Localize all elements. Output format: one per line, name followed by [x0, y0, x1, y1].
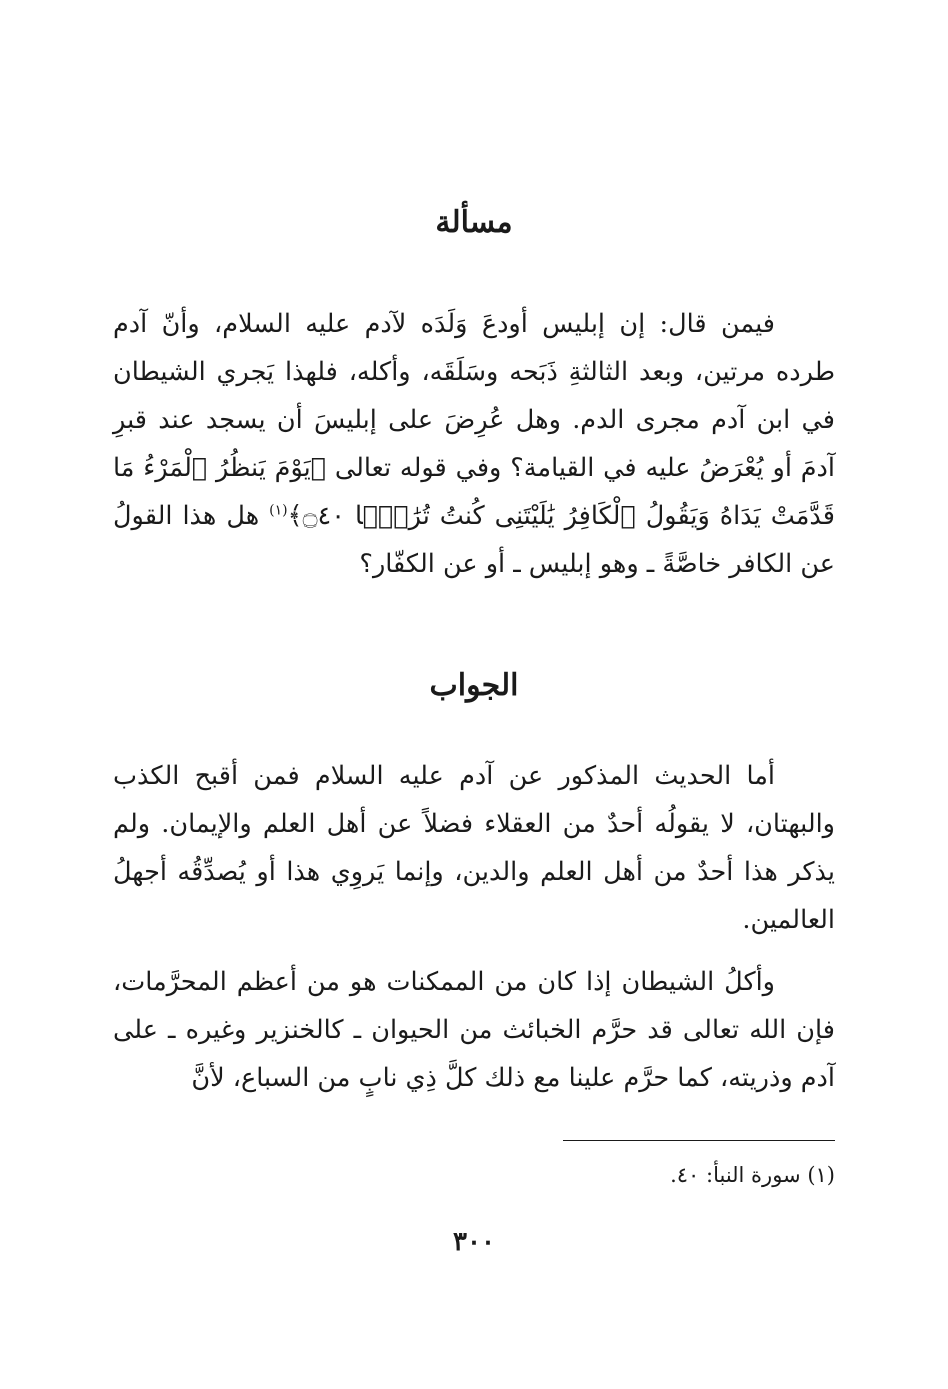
question-text-continued: هل هذا القولُ عن الكافر خاصَّةً ـ وهو إبليس ـ أو عن الكفّار؟: [113, 501, 835, 579]
answer-heading: الجواب: [429, 668, 519, 703]
question-paragraph: [113, 300, 835, 588]
footnote-divider: [563, 1140, 835, 1141]
footnote-reference: (١): [269, 502, 288, 519]
answer-paragraph-2: وأكلُ الشيطان إذا كان من الممكنات هو من أعظم المحرَّمات، فإن الله تعالى قد حرَّم الخبائث من الحيوان ـ كالخنزير وغيره ـ على آدم وذريته، كما حرَّم علينا مع ذلك كلَّ ذِي نابٍ من السباع، لأنَّ: [113, 967, 835, 1093]
question-heading: مسألة: [435, 205, 513, 240]
question-text: فيمن قال: إن إبليس أودعَ وَلَدَه لآدم عليه السلام، وأنّ آدم طرده مرتين، وبعد الثالثةِ ذَبَحه وسَلَقَه، وأكله، فلهذا يَجري الشيطان في ابن آدم مجرى الدم. وهل عُرِضَ على إبليسَ أن يسجد عند قبرِ آدمَ أو يُعْرَضُ عليه في القيامة؟ وفي قوله تعالى ﴿يَوْمَ يَنظُرُ ٱلْمَرْءُ مَا قَدَّمَتْ يَدَاهُ وَيَقُولُ ٱلْكَافِرُ يَٰلَيْتَنِى كُنتُ تُرَٰبًۢا ۝٤٠﴾: [113, 309, 836, 531]
footnote: (١) سورة النبأ: ٤٠.: [670, 1163, 835, 1187]
answer-paragraph-1: أما الحديث المذكور عن آدم عليه السلام فمن أقبح الكذب والبهتان، لا يقولُه أحدٌ من العقلاء فضلاً عن أهل العلم والإيمان. ولم يذكر هذا أحدٌ من أهل العلم والدين، وإنما يَروِي هذا أو يُصدِّقُه أجهلُ العالمين.: [113, 761, 835, 935]
page-number: ٣٠٠: [453, 1227, 495, 1257]
